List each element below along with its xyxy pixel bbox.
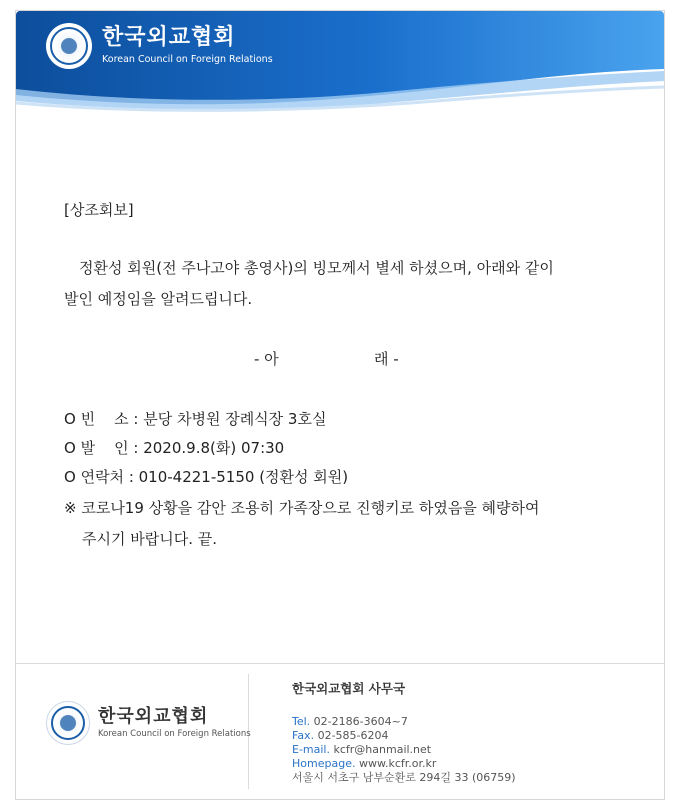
- homepage-link[interactable]: www.kcfr.or.kr: [358, 757, 437, 770]
- tel-label: Tel.: [292, 715, 311, 728]
- notice-item-contact: O 연락처 : 010-4221-5150 (정환성 회원): [64, 468, 349, 486]
- newsletter-frame: [15, 10, 665, 800]
- fax-value: 02-585-6204: [317, 729, 389, 742]
- footer-office-name: 한국외교협회 사무국: [292, 681, 406, 696]
- header-brand: [46, 23, 273, 69]
- fax-label: Fax.: [292, 729, 315, 742]
- footer-contact-info: [292, 679, 516, 785]
- email-label: E-mail.: [292, 743, 330, 756]
- header-banner: [16, 11, 664, 131]
- tel-value: 02-2186-3604~7: [313, 715, 408, 728]
- footer-divider: [16, 663, 664, 664]
- kcfr-seal-icon: [46, 701, 90, 745]
- email-link[interactable]: kcfr@hanmail.net: [333, 743, 432, 756]
- notice-note-line-1: ※ 코로나19 상황을 감안 조용히 가족장으로 진행키로 하였음을 혜량하여: [64, 499, 540, 517]
- header-org-name-en: Korean Council on Foreign Relations: [102, 54, 273, 65]
- notice-center-left: - 아: [254, 350, 279, 368]
- footer-homepage-row: [292, 757, 516, 771]
- homepage-label: Homepage.: [292, 757, 356, 770]
- notice-tag: [상조회보]: [64, 201, 134, 219]
- footer-address: 서울시 서초구 남부순환로 294길 33 (06759): [292, 771, 516, 784]
- footer-tel-row: [292, 715, 516, 729]
- footer-email-row: [292, 743, 516, 757]
- notice-center-right: 래 -: [374, 350, 399, 368]
- notice-item-binso: O 빈 소 : 분당 차병원 장례식장 3호실: [64, 410, 327, 428]
- footer-fax-row: [292, 729, 516, 743]
- kcfr-seal-icon: [46, 23, 92, 69]
- footer-logo: [46, 701, 251, 745]
- notice-item-balin: O 발 인 : 2020.9.8(화) 07:30: [64, 439, 285, 457]
- notice-note-line-2: 주시기 바랍니다. 끝.: [82, 530, 217, 548]
- footer-logo-en: Korean Council on Foreign Relations: [98, 729, 251, 739]
- notice-paragraph-line-1: 정환성 회원(전 주나고야 총영사)의 빙모께서 별세 하셨으며, 아래와 같이: [79, 259, 554, 277]
- notice-paragraph-line-2: 발인 예정임을 알려드립니다.: [64, 290, 253, 308]
- header-org-name-ko: 한국외교협회: [102, 25, 236, 50]
- footer-logo-ko: 한국외교협회: [98, 706, 209, 727]
